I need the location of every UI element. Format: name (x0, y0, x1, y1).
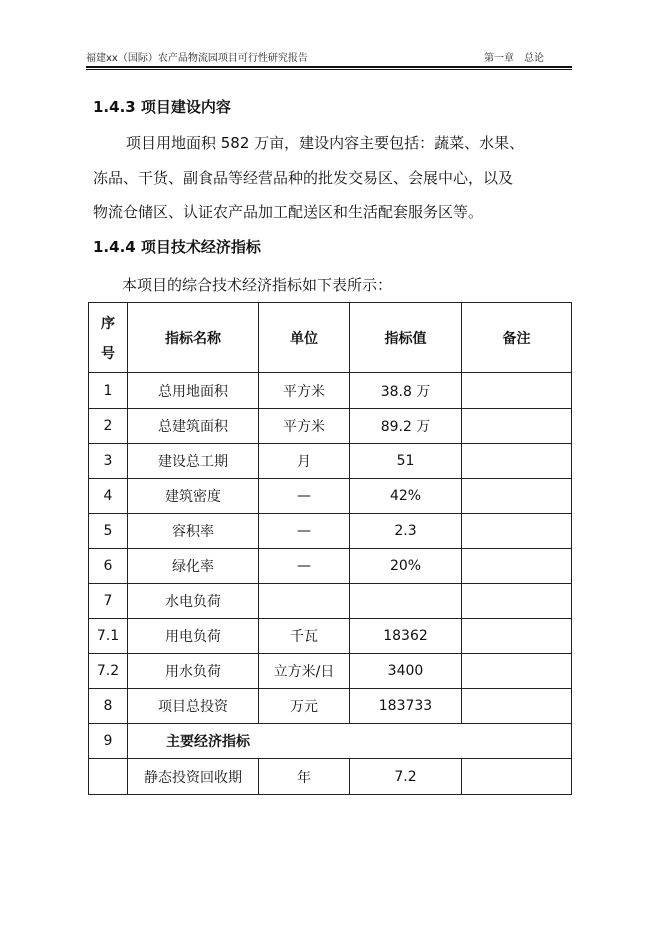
cell-name: 静态投资回收期 (128, 759, 259, 795)
header-name: 指标名称 (128, 303, 259, 373)
table-row (89, 409, 572, 444)
cell-no: 3 (89, 444, 128, 479)
header-no-line1: 序 (101, 315, 115, 332)
header-note: 备注 (462, 303, 572, 373)
cell-value: 20% (350, 549, 462, 584)
table-row (89, 549, 572, 584)
cell-no: 8 (89, 689, 128, 724)
header-chapter: 第一章 总论 (484, 53, 544, 64)
header-value: 指标值 (350, 303, 462, 373)
cell-note (462, 514, 572, 549)
cell-name: 建筑密度 (128, 479, 259, 514)
paragraph-line-3: 物流仓储区、认证农产品加工配送区和生活配套服务区等。 (93, 203, 484, 221)
section-heading-construction: 1.4.3 项目建设内容 (93, 98, 231, 116)
header-rule-thick (86, 66, 572, 68)
cell-name: 绿化率 (128, 549, 259, 584)
cell-value: 183733 (350, 689, 462, 724)
cell-name: 用电负荷 (128, 619, 259, 654)
cell-value: 3400 (350, 654, 462, 689)
cell-note (462, 549, 572, 584)
cell-value: 18362 (350, 619, 462, 654)
table-row (89, 373, 572, 409)
cell-unit: 千瓦 (259, 619, 350, 654)
cell-note (462, 689, 572, 724)
cell-unit (259, 584, 350, 619)
cell-no (89, 759, 128, 795)
cell-no: 7.1 (89, 619, 128, 654)
cell-unit: 万元 (259, 689, 350, 724)
cell-value: 89.2 万 (350, 409, 462, 444)
table-body (89, 373, 572, 795)
table-row (89, 654, 572, 689)
table-row (89, 444, 572, 479)
cell-unit: 年 (259, 759, 350, 795)
cell-no: 1 (89, 373, 128, 409)
cell-no: 4 (89, 479, 128, 514)
cell-no: 7.2 (89, 654, 128, 689)
cell-unit: 立方米/日 (259, 654, 350, 689)
cell-no: 5 (89, 514, 128, 549)
table-row-economic (89, 724, 572, 759)
table-row (89, 619, 572, 654)
header-rule-thin (86, 69, 572, 70)
table-row (89, 759, 572, 795)
table-row (89, 479, 572, 514)
cell-note (462, 654, 572, 689)
cell-note (462, 584, 572, 619)
paragraph-line-1: 项目用地面积 582 万亩，建设内容主要包括：蔬菜、水果、 (126, 134, 525, 152)
header-no-line2: 号 (101, 345, 115, 362)
cell-note (462, 479, 572, 514)
cell-name: 水电负荷 (128, 584, 259, 619)
cell-note (462, 373, 572, 409)
cell-name: 建设总工期 (128, 444, 259, 479)
section-heading-indicators: 1.4.4 项目技术经济指标 (93, 238, 261, 256)
page-header (86, 47, 572, 65)
table-row (89, 584, 572, 619)
cell-note (462, 759, 572, 795)
header-report-title: 福建xx（国际）农产品物流园项目可行性研究报告 (86, 53, 308, 64)
cell-unit: — (259, 514, 350, 549)
cell-name: 容积率 (128, 514, 259, 549)
cell-unit: 平方米 (259, 373, 350, 409)
cell-note (462, 444, 572, 479)
cell-value: 51 (350, 444, 462, 479)
header-no (89, 303, 128, 373)
cell-note (462, 619, 572, 654)
paragraph-line-2: 冻品、干货、副食品等经营品种的批发交易区、会展中心，以及 (93, 169, 514, 187)
cell-unit: 平方米 (259, 409, 350, 444)
cell-value: 2.3 (350, 514, 462, 549)
table-row (89, 514, 572, 549)
table-row (89, 689, 572, 724)
cell-name: 用水负荷 (128, 654, 259, 689)
cell-unit: — (259, 479, 350, 514)
cell-unit: 月 (259, 444, 350, 479)
table-header-row (89, 303, 572, 373)
indicators-table (88, 302, 572, 795)
cell-name: 项目总投资 (128, 689, 259, 724)
cell-economic-indicators: 主要经济指标 (128, 724, 572, 759)
cell-note (462, 409, 572, 444)
cell-value: 42% (350, 479, 462, 514)
cell-no: 7 (89, 584, 128, 619)
cell-unit: — (259, 549, 350, 584)
cell-value: 38.8 万 (350, 373, 462, 409)
cell-no: 2 (89, 409, 128, 444)
cell-no: 6 (89, 549, 128, 584)
cell-value (350, 584, 462, 619)
table-intro: 本项目的综合技术经济指标如下表所示： (122, 276, 393, 294)
cell-name: 总用地面积 (128, 373, 259, 409)
cell-value: 7.2 (350, 759, 462, 795)
cell-no: 9 (89, 724, 128, 759)
header-unit: 单位 (259, 303, 350, 373)
cell-name: 总建筑面积 (128, 409, 259, 444)
